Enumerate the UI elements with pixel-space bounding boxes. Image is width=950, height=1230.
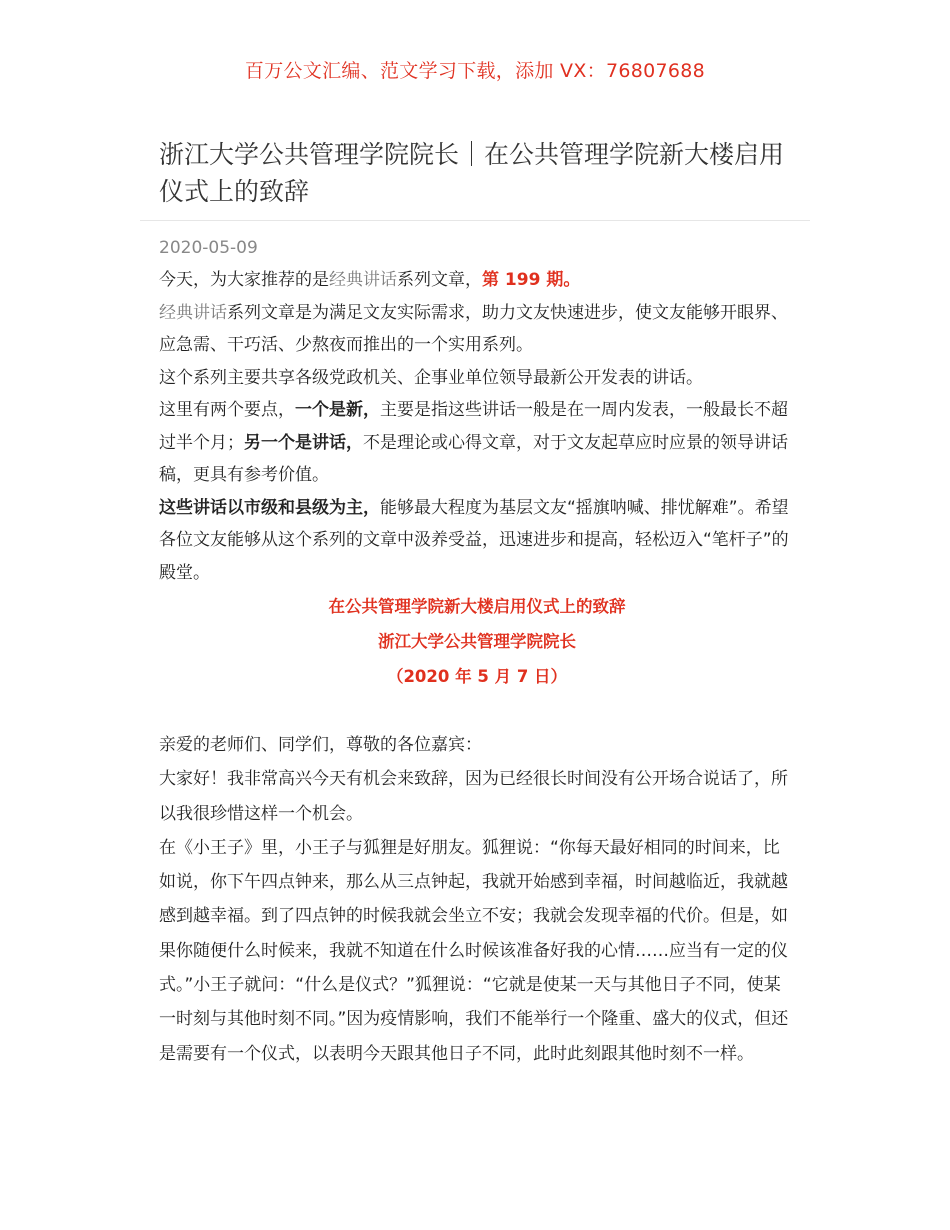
- speech-paragraph-2: 在《小王子》里，小王子与狐狸是好朋友。狐狸说：“你每天最好相同的时间来，比如说，你下午四点钟来，那么从三点钟起，我就开始感到幸福，时间越临近，我就越感到越幸福。到了四点钟的时候我就会坐立不安；我就会发现幸福的代价。但是，如果你随便什么时候来，我就不知道在什么时候该准备好我的心情……应当有一定的仪式。”小王子就问：“什么是仪式？”狐狸说：“它就是使某一天与其他日子不同，使某一时刻与其他时刻不同。”因为疫情影响，我们不能举行一个隆重、盛大的仪式，但还是需要有一个仪式，以表明今天跟其他日子不同，此时此刻跟其他时刻不一样。: [159, 837, 789, 1064]
- speech-salutation: 亲爱的老师们、同学们，尊敬的各位嘉宾：: [159, 735, 482, 755]
- article-title: 浙江大学公共管理学院院长｜在公共管理学院新大楼启用仪式上的致辞: [159, 140, 785, 206]
- key-point-1: 一个是新，: [295, 400, 380, 420]
- intro-text: 这里有两个要点，: [159, 400, 295, 420]
- article-body: [159, 264, 795, 1071]
- intro-text: 不是理论或心得文章，对于文友起草应时应景的领导讲话稿，更具有参考价值。: [159, 432, 788, 485]
- article-date: 2020-05-09: [159, 238, 258, 258]
- promo-banner: 百万公文汇编、范文学习下载，添加 VX：76807688: [244, 60, 706, 82]
- key-point-3: 这些讲话以市级和县级为主，: [159, 497, 380, 518]
- series-name: 经典讲话: [329, 270, 397, 290]
- intro-paragraph-2: [159, 297, 795, 362]
- speech-content: [159, 728, 795, 1071]
- speech-paragraph-1: 大家好！我非常高兴今天有机会来致辞，因为已经很长时间没有公开场合说话了，所以我很珍惜这样一个机会。: [159, 769, 788, 824]
- speech-title: 在公共管理学院新大楼启用仪式上的致辞: [328, 597, 626, 616]
- title-divider: [140, 220, 810, 221]
- intro-text: 系列文章，: [397, 270, 482, 290]
- intro-paragraph-5: [159, 492, 795, 590]
- speech-speaker: 浙江大学公共管理学院院长: [378, 632, 576, 651]
- speech-date: （2020 年 5 月 7 日）: [386, 667, 568, 686]
- intro-paragraph-1: [159, 264, 795, 297]
- spacer: [159, 694, 795, 728]
- intro-text: 能够最大程度为基层文友“摇旗呐喊、排忧解难”。希望各位文友能够从这个系列的文章中汲养受益，迅速进步和提高，轻松迈入“笔杆子”的殿堂。: [159, 497, 789, 583]
- intro-paragraph-3: 这个系列主要共享各级党政机关、企事业单位领导最新公开发表的讲话。: [159, 367, 703, 388]
- key-point-2: 另一个是讲话，: [244, 432, 363, 453]
- intro-text: 今天，为大家推荐的是: [159, 270, 329, 290]
- intro-paragraph-4: [159, 394, 795, 492]
- issue-number: 第 199 期。: [482, 270, 581, 290]
- series-name: 经典讲话: [159, 302, 227, 323]
- intro-text: 主要是指这些讲话一般是在一周内发表，一般最长不超过半个月；: [159, 400, 788, 453]
- article-header: [159, 136, 795, 210]
- intro-text: 系列文章是为满足文友实际需求，助力文友快速进步，使文友能够开眼界、应急需、干巧活、少熬夜而推出的一个实用系列。: [159, 302, 788, 355]
